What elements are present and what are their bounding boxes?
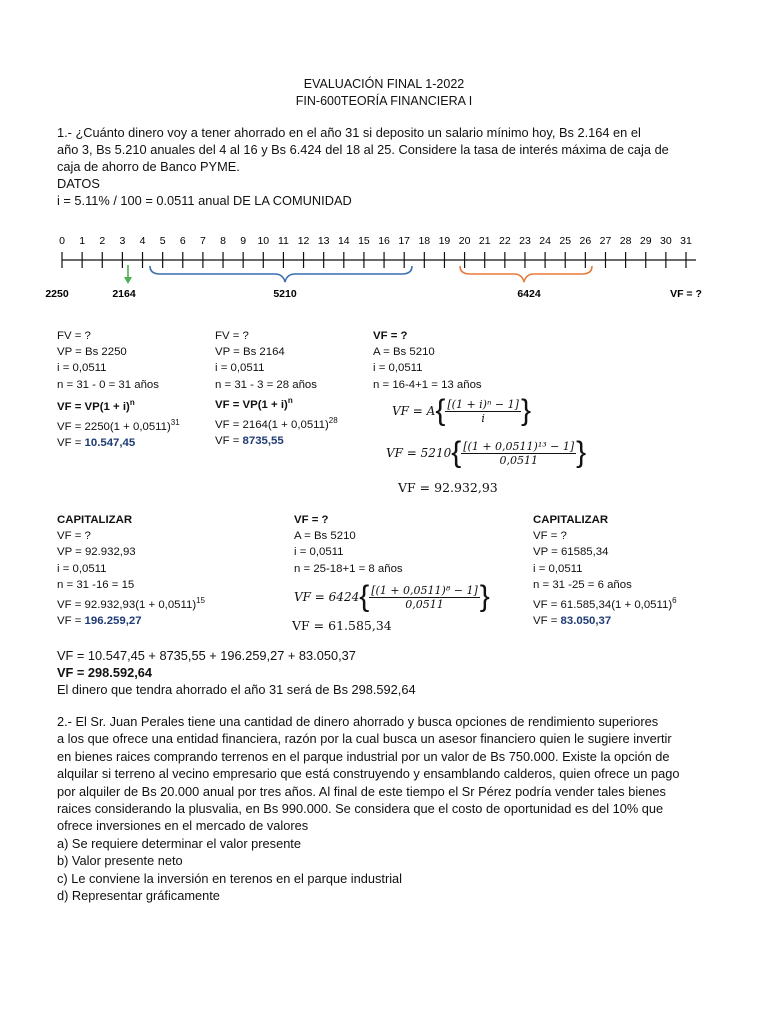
q1-line-1: 1.- ¿Cuánto dinero voy a tener ahorrado en el año 31 si deposito un salario mínimo hoy, Bs 2.164 en el [57,125,641,140]
q1-datos: DATOS [57,176,100,191]
b1-formula: VF = $VP(1 + i)^n$ [57,397,135,413]
b6-title: CAPITALIZAR [533,514,609,526]
b1-line-2: VP = Bs 2250 [57,346,127,359]
q2-line: a los que ofrece una entidad financiera, razón por la cual busca un asesor financiero quien le sugiere invertir [57,731,672,747]
timeline-label-6424: 6424 [517,288,541,300]
timeline-year-label: 8 [220,235,226,247]
timeline-year-label: 15 [358,235,370,247]
q2-line: en bienes raices comprando terrenos en el parque industrial por un valor de Bs 750.000. Existe la opción de [57,748,670,764]
b1-line-3: i = 0,0511 [57,362,107,375]
b1-line-1: FV = ? [57,330,91,342]
b5-line-2: A = Bs 5210 [294,530,356,543]
timeline-year-label: 24 [539,235,551,247]
q2-line: b) Valor presente neto [57,853,183,869]
timeline-year-label: 10 [257,235,270,247]
b4-line-2: VP = 92.932,93 [57,546,136,559]
q2-line: a) Se requiere determinar el valor presente [57,835,301,851]
cash-flow-timeline [0,228,768,308]
b5-line-1: VF = ? [294,514,329,526]
block-4 [57,512,205,629]
timeline-label-2250: 2250 [45,288,69,300]
block-6 [533,512,677,629]
annuity-brace-4-16 [150,266,412,282]
b2-line-2: VP = Bs 2164 [215,346,285,359]
b2-line-3: i = 0,0511 [215,362,265,375]
block-1 [57,328,180,451]
block-3 [373,328,482,393]
b4-line-4: n = 31 -16 = 15 [57,578,135,591]
timeline-year-label: 20 [458,235,471,247]
timeline-year-label: 0 [59,235,65,247]
summary-conclusion: El dinero que tendra ahorrado el año 31 será de Bs 298.592,64 [57,682,416,697]
summary-sum: VF = 10.547,45 + 8735,55 + 196.259,27 + 83.050,37 [57,648,356,663]
annuity-brace-18-25 [460,266,592,282]
timeline-year-label: 17 [398,235,411,247]
timeline-year-label: 27 [599,235,612,247]
timeline-year-label: 30 [660,235,672,247]
timeline-year-label: 21 [478,235,491,247]
q2-line: ofrece inversiones en el mercado de valores [57,818,309,834]
deposit-arrow-head [124,277,132,284]
b4-result: VF = 196.259,27 [57,615,142,628]
question-2 [57,713,679,904]
b2-line-1: FV = ? [215,330,249,342]
b4-title: CAPITALIZAR [57,514,133,526]
timeline-year-label: 5 [159,235,166,247]
block-2 [215,328,338,449]
b2-formula: VF = $VP(1 + i)^n$ [215,395,293,411]
b3-result: VF = 92.932,93 [398,480,498,495]
course-title: FIN-600TEORÍA FINANCIERA I [295,94,473,108]
timeline-year-label: 26 [579,235,592,247]
timeline-year-label: 1 [79,235,86,247]
b2-substitution: VF = $2164(1 + 0,0511)^{28}$ [215,415,338,431]
timeline-year-label: 14 [337,235,350,247]
exam-title: EVALUACIÓN FINAL 1-2022 [303,77,465,91]
timeline-year-label: 6 [179,235,186,247]
timeline-label-5210: 5210 [273,288,297,300]
b6-line-3: i = 0,0511 [533,562,583,575]
b2-result: VF = 8735,55 [215,434,284,447]
b3-annuity-substitution: VF = 5210{ $\frac{\text{[(1 + 0,0511)¹³ − 1]}}{0,0511}$ } [386,436,587,469]
timeline-year-label: 2 [99,235,106,247]
b3-line-3: i = 0,0511 [373,362,423,375]
b6-result: VF = 83.050,37 [533,615,612,628]
q2-line: alquilar si terreno al vecino empresario que está construyendo y ensamblando calderos, quien ofrece un pago [57,766,680,782]
b6-line-1: VF = ? [533,530,567,543]
b3-line-4: n = 16-4+1 = 13 años [373,378,482,391]
b4-line-1: VF = ? [57,530,91,543]
b6-substitution: VF = $61.585,34(1 + 0,0511)^6$ [533,596,677,611]
b1-result: VF = 10.547,45 [57,436,136,449]
q2-line: por alquiler de Bs 20.000 anual por tres años. Al final de este tiempo el Sr Pérez podría vender tales bienes [57,783,666,799]
block-5 [294,512,403,577]
timeline-year-label: 13 [317,235,330,247]
b3-annuity-formula: VF = A{ $\frac{\text{[(1 + i)ⁿ − 1]}}{i}$ } [392,394,531,427]
summary-total: VF = 298.592,64 [57,665,152,680]
b1-line-4: n = 31 - 0 = 31 años [57,378,159,391]
timeline-year-label: 12 [297,235,310,247]
b4-line-3: i = 0,0511 [57,562,107,575]
q2-line: d) Representar gráficamente [57,888,220,904]
q2-line: 2.- El Sr. Juan Perales tiene una cantidad de dinero ahorrado y busca opciones de rendimiento superiores [57,714,659,729]
b5-annuity-formula: VF = 6424{ $\frac{\text{[(1 + 0,0511)⁸ − 1]}}{0,0511}$ } [294,580,490,613]
timeline-year-label: 29 [639,235,652,247]
timeline-year-label: 9 [240,235,247,247]
timeline-year-label: 31 [680,235,692,247]
q1-line-2: año 3, Bs 5.210 anuales del 4 al 16 y Bs 6.424 del 18 al 25. Considere la tasa de interés máxima de caja de [57,142,669,157]
b3-line-1: VF = ? [373,330,408,342]
q2-line: c) Le conviene la inversión en terenos en el parque industrial [57,870,403,886]
timeline-year-label: 18 [418,235,431,247]
b1-substitution: VF = $2250(1 + 0,0511)^{31}$ [57,417,180,433]
q2-line: raices considerando la plusvalia, en Bs 990.000. Se considera que el costo de oportunidad es del 10% que [57,801,664,817]
timeline-year-label: 22 [498,235,511,247]
b5-line-4: n = 25-18+1 = 8 años [294,562,403,575]
b6-line-4: n = 31 -25 = 6 años [533,578,632,591]
timeline-year-label: 23 [519,235,531,247]
b2-line-4: n = 31 - 3 = 28 años [215,378,317,391]
timeline-year-label: 11 [277,235,289,247]
b3-line-2: A = Bs 5210 [373,346,435,359]
q1-rate: i = 5.11% / 100 = 0.0511 anual DE LA COMUNIDAD [57,193,352,208]
timeline-year-label: 7 [199,235,206,247]
timeline-label-vf: VF = ? [670,288,702,300]
timeline-ticks [59,235,692,268]
timeline-year-label: 4 [139,235,146,247]
timeline-year-label: 16 [378,235,390,247]
timeline-year-label: 3 [119,235,126,247]
b5-result: VF = 61.585,34 [292,618,392,633]
timeline-year-label: 28 [619,235,632,247]
timeline-label-2164: 2164 [112,288,136,300]
b4-substitution: VF = $92.932,93(1 + 0,0511)^{15}$ [57,596,206,611]
q1-line-3: caja de ahorro de Banco PYME. [57,159,240,174]
b5-line-3: i = 0,0511 [294,546,344,559]
b6-line-2: VP = 61585,34 [533,546,609,559]
timeline-year-label: 19 [438,235,451,247]
timeline-year-label: 25 [559,235,572,247]
